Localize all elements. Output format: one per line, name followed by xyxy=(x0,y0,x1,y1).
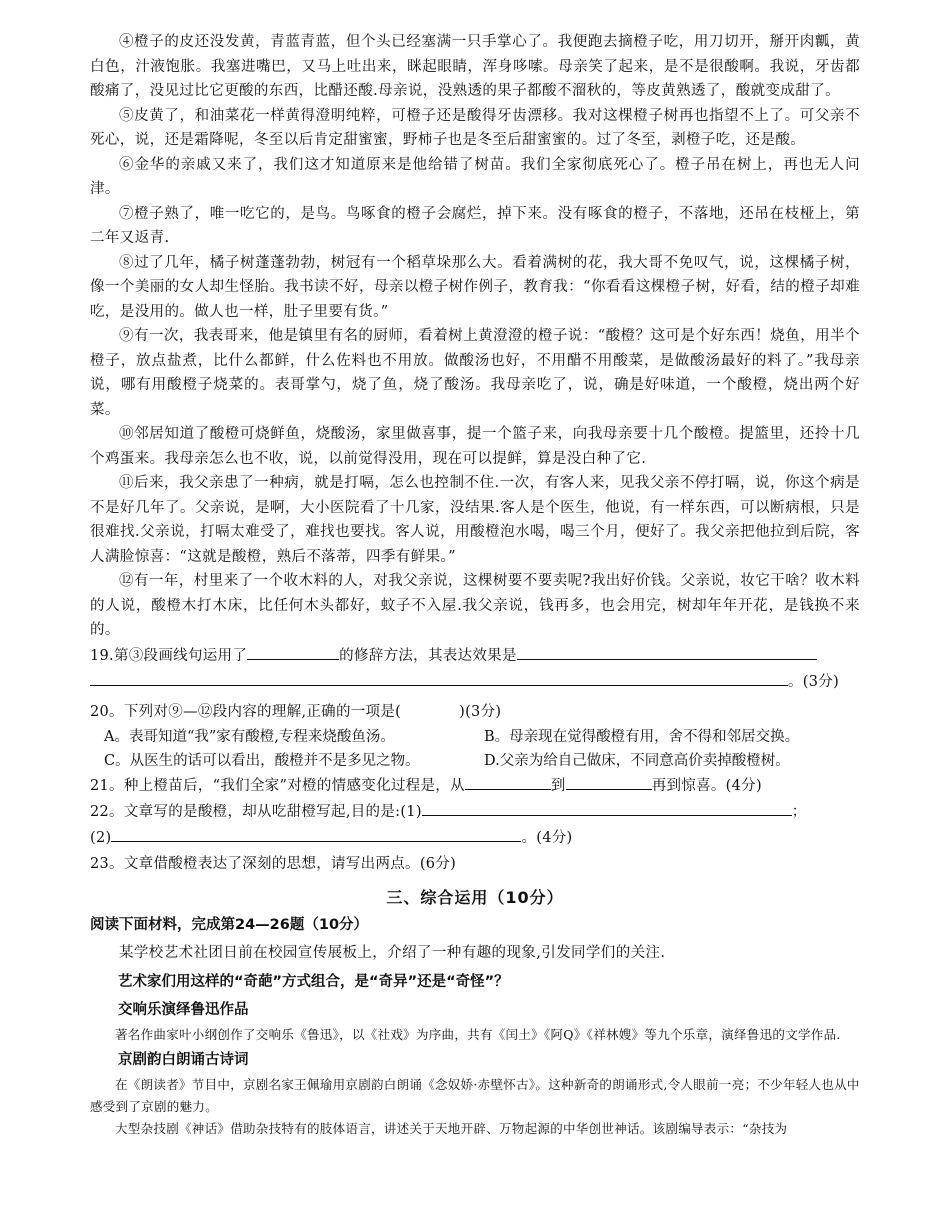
exam-page xyxy=(90,30,860,1140)
section-3-intro: 某学校艺术社团日前在校园宣传展板上，介绍了一种有趣的现象,引发同学们的关注. xyxy=(119,944,666,961)
q22-blank-2[interactable] xyxy=(111,826,521,842)
section-3-title: 三、综合运用（10分） xyxy=(386,887,564,907)
paragraph-12: ⑫有一年，村里来了一个收木料的人，对我父亲说，这棵树要不要卖呢?我出好价钱。父亲说，妆它干啥？收木料的人说，酸橙木打木床，比任何木头都好，蚊子不入屋.我父亲说，钱再多，也会用完，树却年年开花，是钱换不来的。 xyxy=(90,573,860,638)
paragraph-6: ⑥金华的亲戚又来了，我们这才知道原来是他给错了树苗。我们全家彻底死心了。橙子吊在树上，再也无人问津。 xyxy=(90,156,860,197)
q21-text-c: 再到惊喜。(4分) xyxy=(651,777,762,794)
question-22 xyxy=(90,799,860,851)
section-3 xyxy=(90,885,860,1140)
q22-semicolon: ； xyxy=(791,803,807,820)
text-acrobatics: 大型杂技剧《神话》借助杂技特有的肢体语言，讲述关于天地开辟、万物起源的中华创世神话。该剧编导表示：“杂技为 xyxy=(115,1120,788,1136)
q21-blank-2[interactable] xyxy=(566,774,652,790)
q19-blank-1[interactable] xyxy=(247,644,339,660)
paragraph-7: ⑦橙子熟了，唯一吃它的，是鸟。鸟啄食的橙子会腐烂，掉下来。没有啄食的橙子，不落地，还吊在枝桠上，第二年又返青. xyxy=(90,205,860,246)
q22-text-a: 22。文章写的是酸橙，却从吃甜橙写起,目的是:(1) xyxy=(90,803,422,820)
paragraph-9: ⑨有一次，我表哥来，他是镇里有名的厨师，看着树上黄澄澄的橙子说：“酸橙？这可是个好东西！烧鱼，用半个橙子，放点盐煮，比什么都鲜，什么佐料也不用放。做酸汤也好，不用醋不用酸菜，是做酸汤最好的料了。”我母亲说，哪有用酸橙子烧菜的。表哥掌勺，烧了鱼，烧了酸汤。我母亲吃了，说，确是好味道，一个酸橙，烧出两个好菜。 xyxy=(90,328,860,418)
q20-option-c[interactable]: C。从医生的话可以看出，酸橙并不是多见之物。 xyxy=(104,752,420,769)
q20-text: 20。下列对⑨—⑫段内容的理解,正确的一项是( xyxy=(90,703,402,720)
question-19 xyxy=(90,643,860,695)
q19-score: 。(3分) xyxy=(788,673,840,690)
q19-blank-3[interactable] xyxy=(90,670,788,686)
section-3-instruction: 阅读下面材料，完成第24—26题（10分） xyxy=(90,916,369,933)
q19-text-b: 的修辞方法，其表达效果是 xyxy=(339,647,517,664)
q21-text-b: 到 xyxy=(550,777,566,794)
q23-text: 23。文章借酸橙表达了深刻的思想，请写出两点。(6分) xyxy=(90,855,457,872)
q19-text-a: 19.第③段画线句运用了 xyxy=(90,647,248,664)
q20-option-b[interactable]: B。母亲现在觉得酸橙有用，舍不得和邻居交换。 xyxy=(484,728,800,745)
q21-blank-1[interactable] xyxy=(465,774,551,790)
paragraph-4: ④橙子的皮还没发黄，青蓝青蓝，但个头已经塞满一只手掌心了。我便跑去摘橙子吃，用刀切开，掰开肉瓤，黄白色，汁液饱胀。我塞进嘴巴，又马上吐出来，眯起眼睛，浑身哆嗦。母亲笑了起来，是不是很酸啊。我说，牙齿都酸痛了，没见过比它更酸的东西，比醋还酸.母亲说，没熟透的果子都酸不溜秋的，等皮黄熟透了，酸就变成甜了。 xyxy=(90,34,860,99)
paragraph-8: ⑧过了几年，橘子树蓬蓬勃勃，树冠有一个稻草垛那么大。看着满树的花，我大哥不免叹气，说，这棵橘子树，像一个美丽的女人却生怪胎。我书读不好，母亲以橙子树作例子，教育我：“你看看这棵橙子树，好看，结的橙子却难吃，是没用的。做人也一样，肚子里要有货。” xyxy=(90,254,860,320)
question-20 xyxy=(90,699,860,773)
text-symphony: 著名作曲家叶小纲创作了交响乐《鲁迅》，以《社戏》为序曲，共有《闰土》《阿Q》《祥林嫂》等九个乐章，演绎鲁迅的文学作品. xyxy=(115,1026,841,1042)
q20-score: )(3分) xyxy=(459,703,502,720)
q20-option-d[interactable]: D.父亲为给自己做床，不同意高价卖掉酸橙树。 xyxy=(484,752,790,769)
q22-text-b: (2) xyxy=(90,829,112,846)
subheading-symphony: 交响乐演绎鲁迅作品 xyxy=(118,1001,249,1018)
question-21 xyxy=(90,773,860,799)
subheading-peking-opera: 京剧韵白朗诵古诗词 xyxy=(118,1051,249,1068)
q22-score: 。(4分) xyxy=(521,829,573,846)
question-23 xyxy=(90,851,860,877)
q21-text-a: 21。种上橙苗后，“我们全家”对橙的情感变化过程是，从 xyxy=(90,777,465,794)
paragraph-5: ⑤皮黄了，和油菜花一样黄得澄明纯粹，可橙子还是酸得牙齿漂移。我对这棵橙子树再也指望不上了。可父亲不死心，说，还是霜降呢，冬至以后肯定甜蜜蜜，野柿子也是冬至后甜蜜蜜的。过了冬至，剥橙子吃，还是酸。 xyxy=(90,107,860,148)
q20-option-a[interactable]: A。表哥知道“我”家有酸橙,专程来烧酸鱼汤。 xyxy=(104,728,395,745)
reading-passage xyxy=(90,30,860,643)
paragraph-10: ⑩邻居知道了酸橙可烧鲜鱼，烧酸汤，家里做喜事，提一个篮子来，向我母亲要十几个酸橙。提篮里，还拎十几个鸡蛋来。我母亲怎么也不收，说，以前觉得没用，现在可以提鲜，算是没白种了它. xyxy=(90,426,860,467)
section-3-headline: 艺术家们用这样的“奇葩”方式组合，是“奇异”还是“奇怪”？ xyxy=(118,973,509,990)
paragraph-11: ⑪后来，我父亲患了一种病，就是打嗝，怎么也控制不住.一次，有客人来，见我父亲不停打嗝，说，你这个病是不是好几年了。父亲说，是啊，大小医院看了十几家，没结果.客人是个医生，他说，有一样东西，可以断病根，只是很难找.父亲说，打嗝太难受了，难找也要找。客人说，用酸橙泡水喝，喝三个月，便好了。我父亲把他拉到后院，客人满脸惊喜：“这就是酸橙，熟后不落蒂，四季有鲜果。” xyxy=(90,475,860,565)
text-peking-opera: 在《朗读者》节目中，京剧名家王佩瑜用京剧韵白朗诵《念奴娇·赤壁怀古》。这种新奇的朗诵形式,令人眼前一亮；不少年轻人也从中感受到了京剧的魅力。 xyxy=(90,1076,860,1114)
q22-blank-1[interactable] xyxy=(422,800,792,816)
q19-blank-2[interactable] xyxy=(517,644,817,660)
